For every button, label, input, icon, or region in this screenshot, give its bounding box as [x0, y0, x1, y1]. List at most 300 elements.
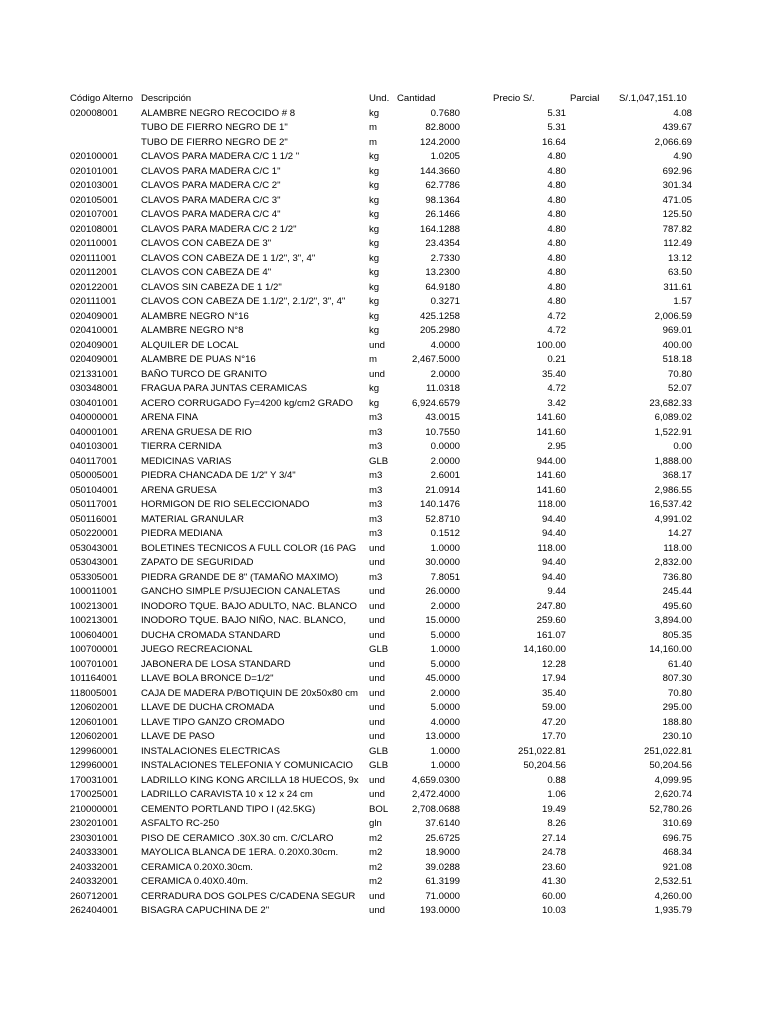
cell-description: ARENA GRUESA	[141, 484, 217, 496]
cell-code: 040117001	[70, 455, 118, 467]
cell-unit: und	[369, 905, 386, 916]
cell-description: LADRILLO CARAVISTA 10 x 12 x 24 cm	[141, 789, 313, 800]
cell-price: 23.60	[541, 861, 566, 873]
table-row	[0, 774, 768, 789]
cell-quantity: 0.1512	[430, 528, 460, 539]
cell-price: 4.80	[547, 267, 566, 278]
cell-description: ARENA GRUESA DE RIO	[141, 426, 252, 438]
cell-quantity: 71.0000	[425, 890, 460, 902]
cell-unit: kg	[369, 209, 380, 220]
cell-description: LLAVE DE DUCHA CROMADA	[141, 702, 275, 713]
cell-price: 100.00	[536, 339, 566, 351]
cell-price: 4.80	[547, 281, 566, 293]
cell-code: 240333001	[70, 847, 119, 858]
cell-price: 94.40	[541, 571, 566, 583]
table-row	[0, 904, 768, 919]
cell-code: 260712001	[70, 890, 119, 902]
cell-quantity: 26.0000	[425, 586, 460, 597]
cell-unit: kg	[369, 165, 380, 177]
cell-price: 41.30	[541, 876, 566, 887]
cell-code: 030348001	[70, 383, 119, 394]
cell-unit: m3	[369, 571, 383, 583]
cell-quantity: 140.1476	[419, 499, 460, 510]
cell-code: 050104001	[70, 484, 119, 496]
cell-code: 100604001	[70, 629, 119, 641]
cell-quantity: 43.0015	[425, 412, 460, 423]
cell-description: JUEGO RECREACIONAL	[141, 644, 253, 655]
cell-partial: 471.05	[662, 194, 692, 206]
cell-unit: kg	[369, 180, 380, 191]
cell-code: 020100001	[70, 151, 119, 162]
table-row	[0, 194, 768, 209]
cell-unit: kg	[369, 310, 380, 322]
cell-description: CLAVOS CON CABEZA DE 1 1/2", 3", 4"	[141, 252, 316, 264]
cell-price: 4.80	[547, 165, 566, 177]
cell-unit: kg	[369, 252, 380, 264]
cell-description: CERRADURA DOS GOLPES C/CADENA SEGUR	[141, 890, 356, 902]
table-row	[0, 208, 768, 223]
table-row	[0, 890, 768, 905]
cell-price: 0.88	[547, 774, 566, 786]
cell-unit: GLB	[369, 745, 389, 757]
cell-price: 4.80	[547, 180, 566, 191]
cell-code: 170031001	[70, 774, 119, 786]
cell-code: 262404001	[70, 905, 119, 916]
cell-code: 020409001	[70, 310, 119, 322]
cell-partial: 310.69	[662, 818, 692, 829]
cell-price: 4.80	[547, 252, 566, 264]
cell-price: 4.80	[547, 238, 566, 249]
cell-code: 118005001	[70, 687, 118, 699]
cell-price: 9.44	[547, 586, 566, 597]
cell-partial: 295.00	[662, 702, 692, 713]
table-row	[0, 223, 768, 238]
cell-partial: 13.12	[667, 252, 692, 264]
price-table	[0, 92, 768, 919]
cell-quantity: 164.1288	[419, 223, 460, 235]
cell-partial: 0.00	[673, 441, 692, 452]
cell-quantity: 45.0000	[425, 673, 460, 684]
cell-quantity: 144.3660	[419, 165, 460, 177]
cell-partial: 50,204.56	[649, 760, 692, 771]
cell-quantity: 52.8710	[425, 513, 460, 525]
cell-code: 020111001	[70, 296, 117, 307]
cell-quantity: 25.6725	[425, 832, 460, 844]
cell-description: ALAMBRE NEGRO N°8	[141, 325, 244, 336]
cell-partial: 805.35	[662, 629, 692, 641]
cell-code: 230201001	[70, 818, 119, 829]
cell-partial: 1,935.79	[654, 905, 692, 916]
cell-quantity: 5.0000	[430, 629, 460, 641]
table-row	[0, 716, 768, 731]
table-row	[0, 353, 768, 368]
cell-code: 020112001	[70, 267, 118, 278]
table-row	[0, 252, 768, 267]
cell-partial: 2,832.00	[654, 557, 692, 568]
cell-unit: m	[369, 136, 377, 148]
cell-code: 040000001	[70, 412, 119, 423]
cell-price: 17.70	[541, 731, 566, 742]
cell-quantity: 124.2000	[419, 136, 460, 148]
cell-quantity: 98.1364	[425, 194, 460, 206]
cell-description: TUBO DE FIERRO NEGRO DE 2"	[141, 136, 288, 148]
cell-partial: 4.90	[673, 151, 692, 162]
cell-unit: und	[369, 339, 386, 351]
cell-code: 129960001	[70, 760, 119, 771]
cell-unit: kg	[369, 397, 380, 409]
cell-description: BOLETINES TECNICOS A FULL COLOR (16 PAG	[141, 542, 357, 554]
table-row	[0, 542, 768, 557]
cell-unit: BOL	[369, 803, 389, 815]
cell-quantity: 61.3199	[425, 876, 460, 887]
cell-code: 050005001	[70, 470, 119, 481]
cell-partial: 14.27	[667, 528, 692, 539]
cell-quantity: 0.3271	[430, 296, 460, 307]
cell-code: 120601001	[70, 716, 119, 728]
cell-unit: kg	[369, 194, 380, 206]
cell-code: 129960001	[70, 745, 119, 757]
cell-price: 0.21	[547, 354, 566, 365]
cell-partial: 1.57	[673, 296, 692, 307]
cell-partial: 6,089.02	[654, 412, 692, 423]
table-row	[0, 658, 768, 673]
table-row	[0, 759, 768, 774]
cell-price: 24.78	[541, 847, 566, 858]
cell-description: TUBO DE FIERRO NEGRO DE 1"	[141, 122, 288, 133]
cell-partial: 125.50	[662, 209, 692, 220]
cell-code: 100011001	[70, 586, 118, 597]
cell-price: 94.40	[541, 528, 566, 539]
cell-price: 17.94	[541, 673, 566, 684]
cell-price: 12.28	[541, 658, 566, 670]
cell-description: BISAGRA CAPUCHINA DE 2"	[141, 905, 270, 916]
cell-partial: 468.34	[662, 847, 692, 858]
cell-partial: 2,620.74	[654, 789, 692, 800]
cell-price: 259.60	[536, 615, 566, 626]
cell-price: 118.00	[537, 542, 566, 554]
cell-partial: 4,099.95	[654, 774, 692, 786]
cell-quantity: 2.7330	[430, 252, 460, 264]
table-row	[0, 730, 768, 745]
cell-price: 94.40	[541, 513, 566, 525]
cell-partial: 4.08	[673, 107, 692, 119]
cell-quantity: 18.9000	[425, 847, 460, 858]
cell-partial: 1,888.00	[654, 455, 692, 467]
cell-price: 4.80	[547, 296, 566, 307]
cell-quantity: 4,659.0300	[411, 774, 460, 786]
cell-description: ALAMBRE NEGRO N°16	[141, 310, 249, 322]
cell-price: 4.80	[547, 151, 566, 162]
cell-price: 944.00	[536, 455, 566, 467]
table-row	[0, 817, 768, 832]
cell-code: 100213001	[70, 615, 119, 626]
cell-price: 3.42	[547, 397, 566, 409]
cell-description: PIEDRA GRANDE DE 8" (TAMAÑO MAXIMO)	[141, 571, 339, 583]
cell-partial: 495.60	[662, 600, 692, 612]
cell-price: 35.40	[541, 368, 566, 380]
cell-quantity: 1.0000	[430, 542, 460, 554]
cell-code: 120602001	[70, 702, 119, 713]
table-row	[0, 600, 768, 615]
cell-partial: 692.96	[662, 165, 692, 177]
cell-quantity: 1.0000	[430, 644, 460, 655]
cell-unit: und	[369, 629, 386, 641]
cell-quantity: 6,924.6579	[411, 397, 460, 409]
cell-quantity: 2.6001	[430, 470, 460, 481]
cell-quantity: 5.0000	[430, 658, 460, 670]
cell-description: CERAMICA 0.40X0.40m.	[141, 876, 249, 887]
cell-unit: und	[369, 557, 386, 568]
cell-partial: 736.80	[662, 571, 692, 583]
cell-description: CLAVOS CON CABEZA DE 4"	[141, 267, 272, 278]
cell-unit: m	[369, 354, 377, 365]
cell-unit: und	[369, 687, 386, 699]
table-row	[0, 426, 768, 441]
cell-description: CLAVOS CON CABEZA DE 1.1/2", 2.1/2", 3", 4"	[141, 296, 346, 307]
cell-unit: und	[369, 615, 386, 626]
cell-partial: 230.10	[662, 731, 692, 742]
cell-unit: m	[369, 122, 377, 133]
cell-quantity: 0.0000	[430, 441, 460, 452]
cell-partial: 118.00	[663, 542, 692, 554]
cell-unit: und	[369, 702, 386, 713]
table-row	[0, 484, 768, 499]
cell-quantity: 1.0000	[430, 745, 460, 757]
cell-description: CEMENTO PORTLAND TIPO I (42.5KG)	[141, 803, 316, 815]
cell-code: 020410001	[70, 325, 119, 336]
cell-quantity: 2.0000	[430, 600, 460, 612]
table-row	[0, 527, 768, 542]
cell-quantity: 193.0000	[419, 905, 460, 916]
cell-quantity: 13.2300	[425, 267, 460, 278]
cell-price: 4.80	[547, 209, 566, 220]
cell-description: CLAVOS PARA MADERA C/C 2"	[141, 180, 281, 191]
cell-description: ACERO CORRUGADO Fy=4200 kg/cm2 GRADO	[141, 397, 353, 409]
table-row	[0, 411, 768, 426]
cell-price: 4.80	[547, 223, 566, 235]
cell-partial: 518.18	[662, 354, 692, 365]
cell-partial: 3,894.00	[654, 615, 692, 626]
cell-partial: 70.80	[667, 687, 692, 699]
cell-code: 030401001	[70, 397, 119, 409]
cell-price: 1.06	[547, 789, 566, 800]
cell-code: 050116001	[70, 513, 118, 525]
cell-quantity: 37.6140	[425, 818, 460, 829]
cell-quantity: 26.1466	[425, 209, 460, 220]
table-row	[0, 382, 768, 397]
cell-unit: m3	[369, 441, 383, 452]
cell-unit: und	[369, 542, 386, 554]
cell-unit: m3	[369, 528, 383, 539]
table-row	[0, 672, 768, 687]
cell-partial: 2,066.69	[654, 136, 692, 148]
cell-description: LLAVE TIPO GANZO CROMADO	[141, 716, 285, 728]
cell-quantity: 1.0205	[430, 151, 460, 162]
cell-description: PIEDRA CHANCADA DE 1/2" Y 3/4"	[141, 470, 296, 481]
cell-description: DUCHA CROMADA STANDARD	[141, 629, 281, 641]
table-row	[0, 832, 768, 847]
cell-price: 27.14	[541, 832, 566, 844]
cell-partial: 251,022.81	[643, 745, 692, 757]
cell-quantity: 205.2980	[419, 325, 460, 336]
header-total: S/.1,047,151.10	[619, 93, 687, 104]
table-row	[0, 498, 768, 513]
cell-description: INODORO TQUE. BAJO ADULTO, NAC. BLANCO	[141, 600, 357, 612]
cell-description: MEDICINAS VARIAS	[141, 455, 232, 467]
cell-code: 020110001	[70, 238, 118, 249]
cell-partial: 16,537.42	[649, 499, 692, 510]
table-row	[0, 469, 768, 484]
cell-unit: kg	[369, 325, 380, 336]
table-row	[0, 643, 768, 658]
cell-price: 141.60	[536, 426, 566, 438]
cell-partial: 311.61	[663, 281, 692, 293]
cell-unit: m3	[369, 484, 383, 496]
cell-partial: 61.40	[667, 658, 692, 670]
cell-unit: und	[369, 368, 386, 380]
cell-description: TIERRA CERNIDA	[141, 441, 222, 452]
cell-price: 10.03	[541, 905, 566, 916]
cell-unit: m2	[369, 832, 383, 844]
table-row	[0, 310, 768, 325]
cell-unit: und	[369, 673, 386, 684]
table-row	[0, 614, 768, 629]
cell-description: HORMIGON DE RIO SELECCIONADO	[141, 499, 310, 510]
cell-quantity: 7.8051	[430, 571, 460, 583]
cell-partial: 23,682.33	[649, 397, 692, 409]
cell-description: INODORO TQUE. BAJO NIÑO, NAC. BLANCO,	[141, 615, 347, 626]
cell-description: FRAGUA PARA JUNTAS CERAMICAS	[141, 383, 307, 394]
header-code: Código Alterno	[70, 93, 133, 104]
cell-unit: m3	[369, 499, 383, 510]
cell-description: CLAVOS PARA MADERA C/C 4"	[141, 209, 281, 220]
cell-description: CAJA DE MADERA P/BOTIQUIN DE 20x50x80 cm	[141, 687, 358, 699]
cell-code: 020409001	[70, 354, 119, 365]
cell-partial: 4,260.00	[654, 890, 692, 902]
cell-description: ZAPATO DE SEGURIDAD	[141, 557, 254, 568]
cell-quantity: 10.7550	[425, 426, 460, 438]
cell-partial: 2,006.59	[654, 310, 692, 322]
cell-price: 5.31	[547, 107, 566, 119]
table-row	[0, 701, 768, 716]
cell-price: 141.60	[536, 484, 566, 496]
cell-price: 141.60	[536, 412, 566, 423]
table-row	[0, 585, 768, 600]
cell-code: 020008001	[70, 107, 119, 119]
table-row	[0, 324, 768, 339]
cell-code: 240332001	[70, 861, 119, 873]
cell-unit: kg	[369, 107, 380, 119]
cell-description: BAÑO TURCO DE GRANITO	[141, 368, 267, 380]
cell-unit: m2	[369, 861, 383, 873]
cell-unit: kg	[369, 223, 380, 235]
cell-unit: und	[369, 658, 386, 670]
cell-partial: 245.44	[662, 586, 692, 597]
cell-quantity: 62.7786	[425, 180, 460, 191]
cell-price: 2.95	[547, 441, 566, 452]
cell-unit: m3	[369, 513, 383, 525]
cell-partial: 70.80	[667, 368, 692, 380]
cell-partial: 63.50	[667, 267, 692, 278]
cell-code: 101164001	[70, 673, 118, 684]
cell-code: 100700001	[70, 644, 119, 655]
cell-description: CERAMICA 0.20X0.30cm.	[141, 861, 253, 873]
table-row	[0, 629, 768, 644]
table-row	[0, 397, 768, 412]
cell-code: 040103001	[70, 441, 119, 452]
cell-partial: 52.07	[667, 383, 692, 394]
header-description: Descripción	[141, 93, 192, 104]
cell-quantity: 2.0000	[430, 368, 460, 380]
cell-unit: m2	[369, 847, 383, 858]
table-row	[0, 339, 768, 354]
cell-code: 240332001	[70, 876, 119, 887]
cell-unit: GLB	[369, 644, 389, 655]
cell-description: MATERIAL GRANULAR	[141, 513, 244, 525]
cell-price: 5.31	[547, 122, 566, 133]
cell-code: 230301001	[70, 832, 119, 844]
table-row	[0, 237, 768, 252]
cell-unit: kg	[369, 267, 380, 278]
cell-quantity: 39.0288	[425, 861, 460, 873]
cell-unit: GLB	[369, 760, 389, 771]
cell-unit: und	[369, 774, 386, 786]
cell-description: JABONERA DE LOSA STANDARD	[141, 658, 291, 670]
cell-quantity: 82.8000	[425, 122, 460, 133]
cell-partial: 787.82	[662, 223, 692, 235]
table-row	[0, 179, 768, 194]
cell-partial: 696.75	[662, 832, 692, 844]
cell-code: 100213001	[70, 600, 119, 612]
table-row	[0, 107, 768, 122]
header-unit: Und.	[369, 93, 390, 104]
cell-code: 120602001	[70, 731, 119, 742]
cell-code: 053305001	[70, 571, 119, 583]
cell-unit: und	[369, 600, 386, 612]
cell-price: 16.64	[541, 136, 566, 148]
cell-price: 141.60	[536, 470, 566, 481]
cell-partial: 301.34	[662, 180, 692, 191]
cell-unit: GLB	[369, 455, 389, 467]
cell-description: CLAVOS CON CABEZA DE 3"	[141, 238, 272, 249]
cell-quantity: 21.0914	[425, 484, 460, 496]
cell-partial: 2,532.51	[654, 876, 692, 887]
cell-price: 4.72	[547, 383, 566, 394]
table-body	[0, 107, 768, 919]
cell-quantity: 2.0000	[430, 455, 460, 467]
cell-quantity: 425.1258	[419, 310, 460, 322]
table-row	[0, 571, 768, 586]
cell-description: INSTALACIONES ELECTRICAS	[141, 745, 280, 757]
cell-unit: m3	[369, 470, 383, 481]
cell-price: 4.72	[547, 325, 566, 336]
table-row	[0, 687, 768, 702]
cell-description: CLAVOS PARA MADERA C/C 2 1/2"	[141, 223, 297, 235]
table-row	[0, 875, 768, 890]
cell-description: ARENA FINA	[141, 412, 199, 423]
cell-code: 021331001	[70, 368, 119, 380]
cell-unit: m2	[369, 876, 383, 887]
cell-unit: m3	[369, 426, 383, 438]
cell-partial: 400.00	[662, 339, 692, 351]
table-row	[0, 788, 768, 803]
cell-price: 35.40	[541, 687, 566, 699]
cell-quantity: 64.9180	[425, 281, 460, 293]
cell-price: 8.26	[547, 818, 566, 829]
table-row	[0, 556, 768, 571]
cell-unit: und	[369, 716, 386, 728]
cell-quantity: 4.0000	[430, 339, 460, 351]
